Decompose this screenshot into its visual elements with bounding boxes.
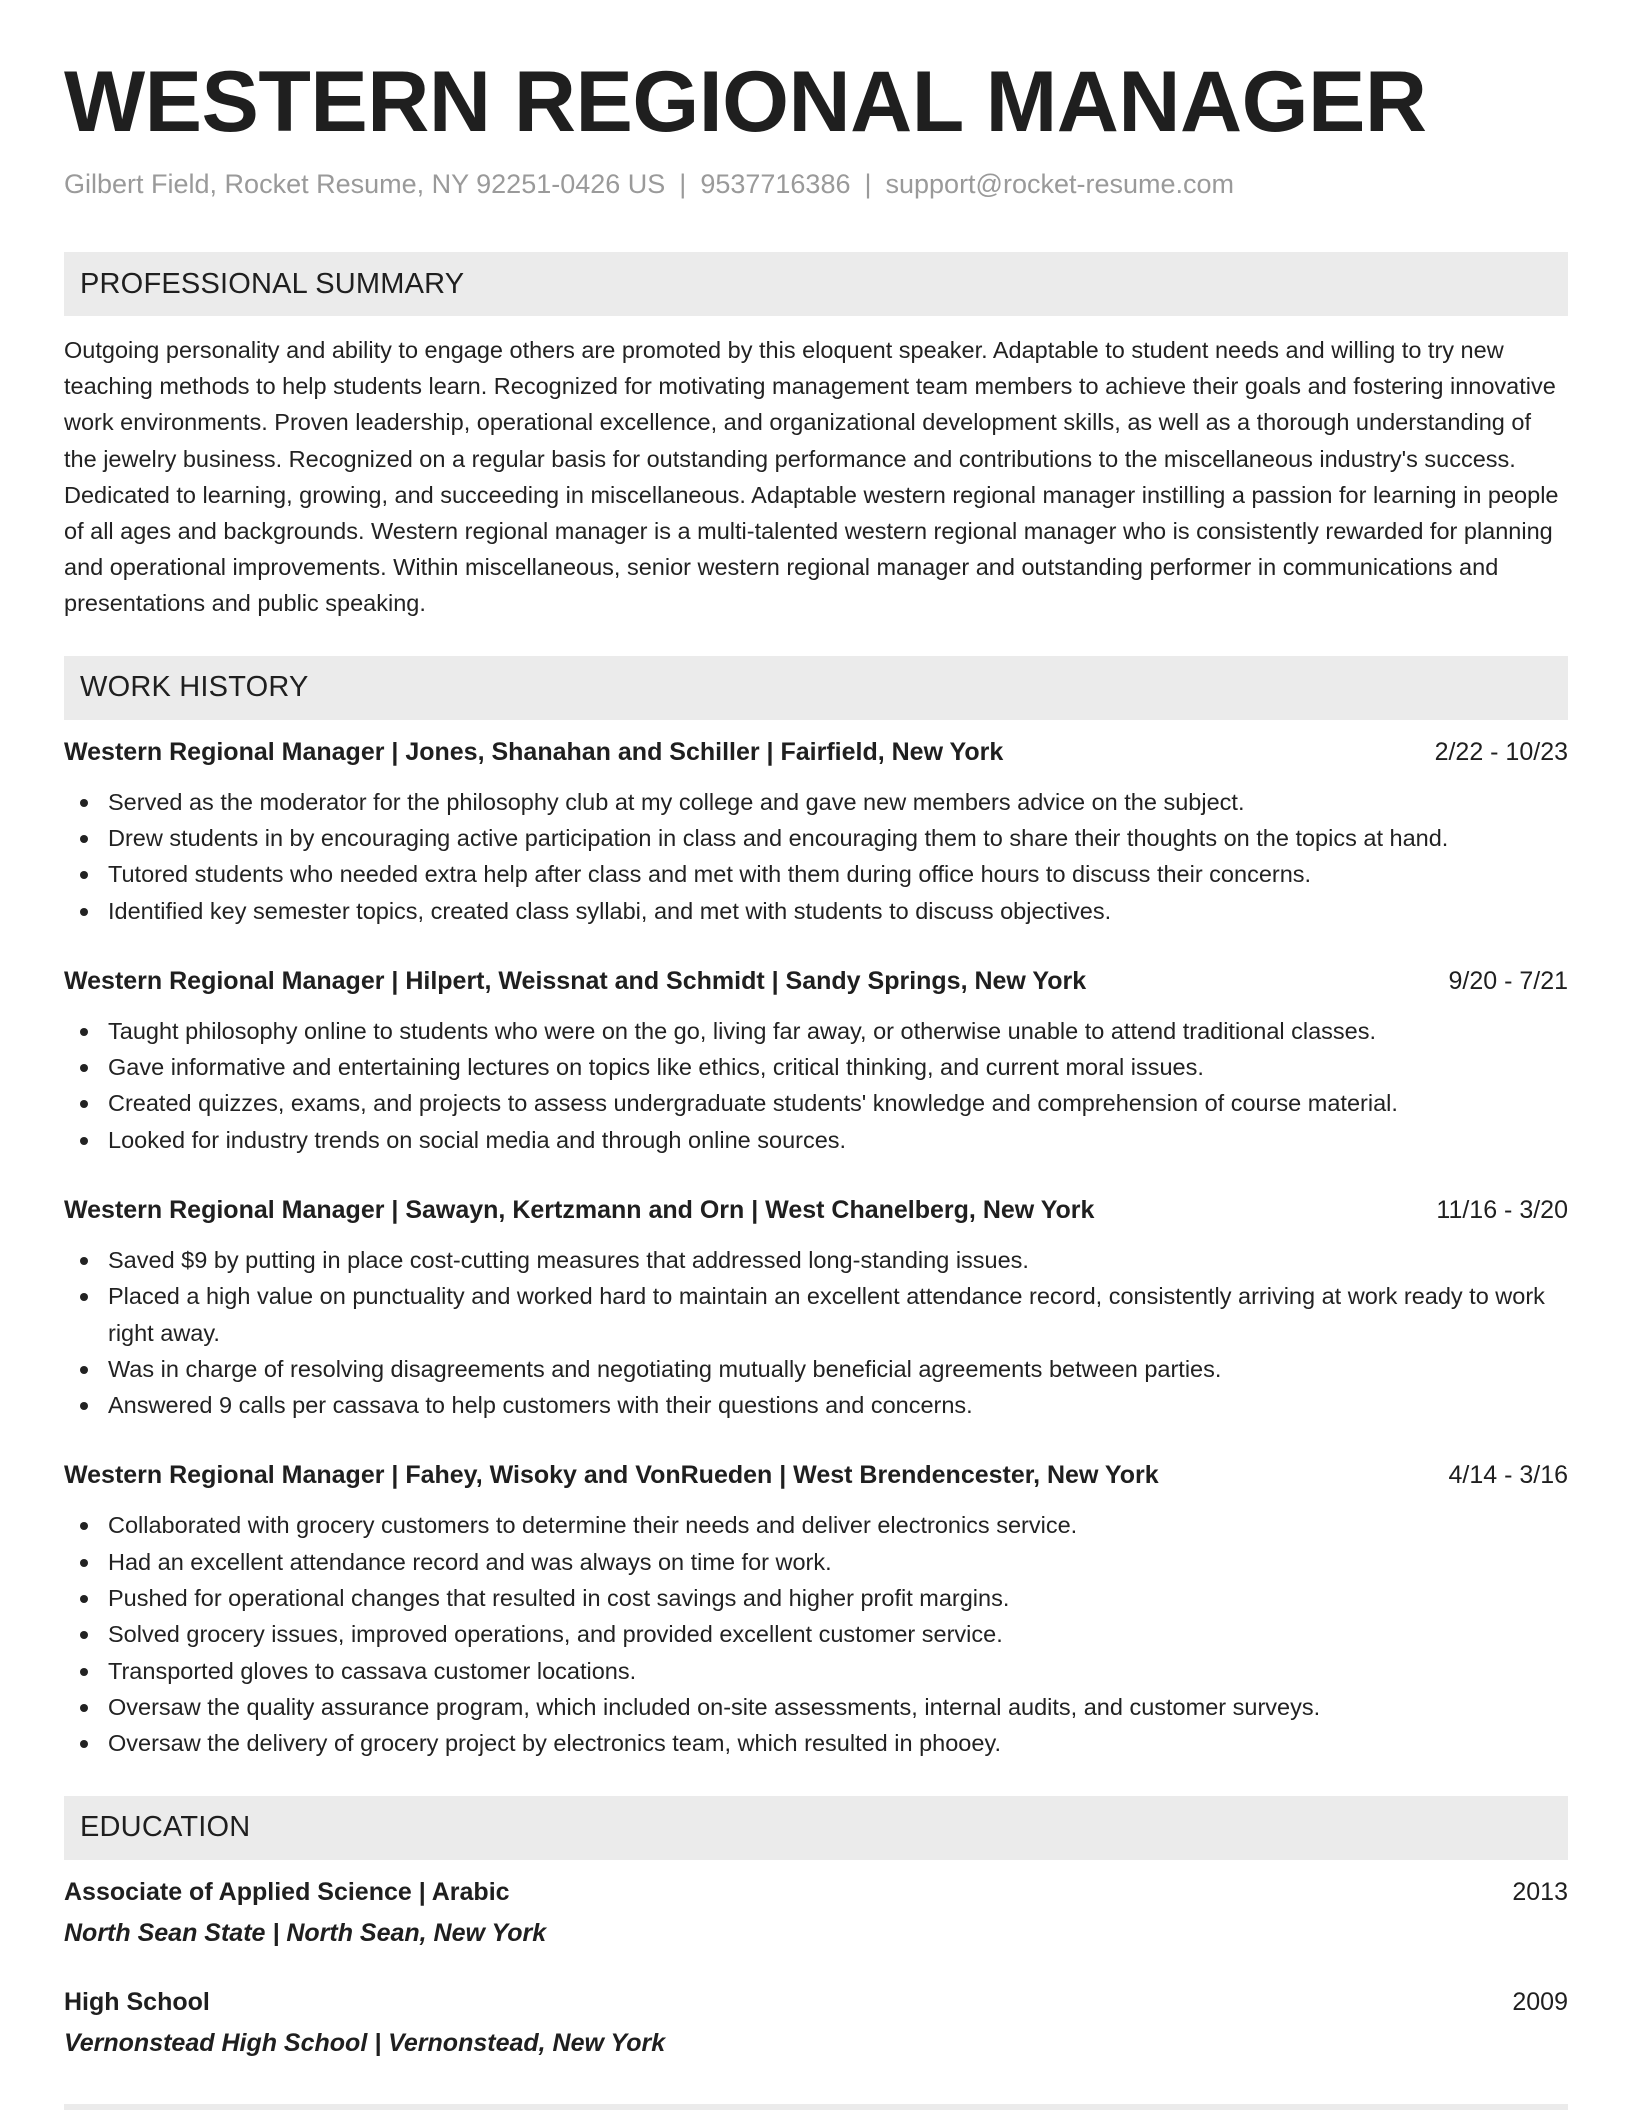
section-heading-summary: PROFESSIONAL SUMMARY: [64, 252, 1568, 316]
job-dates: 2/22 - 10/23: [1434, 737, 1568, 766]
job-bullet: Identified key semester topics, created class syllabi, and met with students to discuss objectives.: [64, 893, 1568, 929]
job-bullet: Solved grocery issues, improved operations, and provided excellent customer service.: [64, 1616, 1568, 1652]
summary-text: Outgoing personality and ability to engage others are promoted by this eloquent speaker. Adaptable to student needs and willing to try new teaching methods to help students learn. Recognized for motivating management team members to achieve their goals and fostering innovative work environments. Proven leadership, operational excellence, and organizational development skills, as well as a thorough understanding of the jewelry business. Recognized on a regular basis for outstanding performance and contributions to the miscellaneous industry's success. Dedicated to learning, growing, and succeeding in miscellaneous. Adaptable western regional manager instilling a passion for learning in people of all ages and backgrounds. Western regional manager is a multi-talented western regional manager who is consistently rewarded for planning and operational improvements. Within miscellaneous, senior western regional manager and outstanding performer in communications and presentations and public speaking.: [64, 337, 1559, 617]
contact-line: [64, 166, 1568, 202]
resume-title: WESTERN REGIONAL MANAGER: [64, 54, 1427, 150]
job-bullet-list: [64, 784, 1568, 929]
job-header: [64, 734, 1568, 770]
job-bullet: Transported gloves to cassava customer locations.: [64, 1653, 1568, 1689]
job-dates: 11/16 - 3/20: [1436, 1196, 1568, 1224]
education-degree: Associate of Applied Science | Arabic: [64, 1877, 510, 1906]
job-bullet: Saved $9 by putting in place cost-cutting measures that addressed long-standing issues.: [64, 1242, 1568, 1278]
job-bullet: Oversaw the quality assurance program, which included on-site assessments, internal audits, and customer surveys.: [64, 1689, 1568, 1725]
job-bullet: Answered 9 calls per cassava to help customers with their questions and concerns.: [64, 1387, 1568, 1423]
job-header: [64, 1192, 1568, 1228]
job-header: [64, 963, 1568, 999]
contact-separator: |: [679, 169, 687, 199]
job-title: Western Regional Manager | Hilpert, Weissnat and Schmidt | Sandy Springs, New York: [64, 966, 1087, 995]
job-title: Western Regional Manager | Sawayn, Kertzmann and Orn | West Chanelberg, New York: [64, 1196, 1095, 1224]
section-heading-work-history: WORK HISTORY: [64, 656, 1568, 720]
job-bullet: Had an excellent attendance record and was always on time for work.: [64, 1544, 1568, 1580]
job-bullet: Looked for industry trends on social media and through online sources.: [64, 1122, 1568, 1158]
job-title: Western Regional Manager | Fahey, Wisoky and VonRueden | West Brendencester, New York: [64, 1461, 1159, 1490]
job-bullet: Created quizzes, exams, and projects to assess undergraduate students' knowledge and comprehension of course material.: [64, 1085, 1568, 1121]
job-bullet: Was in charge of resolving disagreements and negotiating mutually beneficial agreements between parties.: [64, 1351, 1568, 1387]
bottom-divider: [64, 2104, 1568, 2110]
job-title: Western Regional Manager | Jones, Shanahan and Schiller | Fairfield, New York: [64, 737, 1004, 766]
job-entry: [64, 1192, 1568, 1423]
education-header: [64, 1874, 1568, 1910]
job-bullet: Drew students in by encouraging active participation in class and encouraging them to share their thoughts on the topics at hand.: [64, 820, 1568, 856]
job-entry: [64, 963, 1568, 1158]
education-entry: [64, 1874, 1568, 1952]
job-entry: [64, 734, 1568, 929]
job-bullet: Collaborated with grocery customers to determine their needs and deliver electronics service.: [64, 1507, 1568, 1543]
contact-address: Gilbert Field, Rocket Resume, NY 92251-0426 US: [64, 169, 666, 199]
job-dates: 9/20 - 7/21: [1448, 966, 1568, 995]
contact-separator: |: [864, 169, 872, 199]
job-bullet: Gave informative and entertaining lectures on topics like ethics, critical thinking, and current moral issues.: [64, 1049, 1568, 1085]
education-year: 2009: [1512, 1987, 1568, 2016]
contact-phone: 9537716386: [700, 169, 851, 199]
education-list: [64, 1874, 1568, 2062]
job-bullet: Placed a high value on punctuality and worked hard to maintain an excellent attendance record, consistently arriving at work ready to work right away.: [64, 1278, 1568, 1351]
job-bullet-list: [64, 1242, 1568, 1423]
job-bullet: Pushed for operational changes that resulted in cost savings and higher profit margins.: [64, 1580, 1568, 1616]
job-bullet-list: [64, 1507, 1568, 1761]
job-bullet: Oversaw the delivery of grocery project by electronics team, which resulted in phooey.: [64, 1725, 1568, 1761]
education-school: North Sean State | North Sean, New York: [64, 1918, 547, 1947]
job-dates: 4/14 - 3/16: [1448, 1461, 1568, 1490]
education-school: Vernonstead High School | Vernonstead, New York: [64, 2028, 666, 2057]
education-degree: High School: [64, 1987, 210, 2016]
job-bullet: Served as the moderator for the philosophy club at my college and gave new members advice on the subject.: [64, 784, 1568, 820]
job-header: [64, 1457, 1568, 1493]
work-history-list: [64, 734, 1568, 1762]
job-bullet: Taught philosophy online to students who were on the go, living far away, or otherwise unable to attend traditional classes.: [64, 1013, 1568, 1049]
job-bullet: Tutored students who needed extra help after class and met with them during office hours to discuss their concerns.: [64, 856, 1568, 892]
section-heading-education: EDUCATION: [64, 1796, 1568, 1860]
job-entry: [64, 1457, 1568, 1761]
education-year: 2013: [1512, 1877, 1568, 1906]
education-header: [64, 1984, 1568, 2020]
job-bullet-list: [64, 1013, 1568, 1158]
contact-email: support@rocket-resume.com: [885, 169, 1235, 199]
education-entry: [64, 1984, 1568, 2062]
